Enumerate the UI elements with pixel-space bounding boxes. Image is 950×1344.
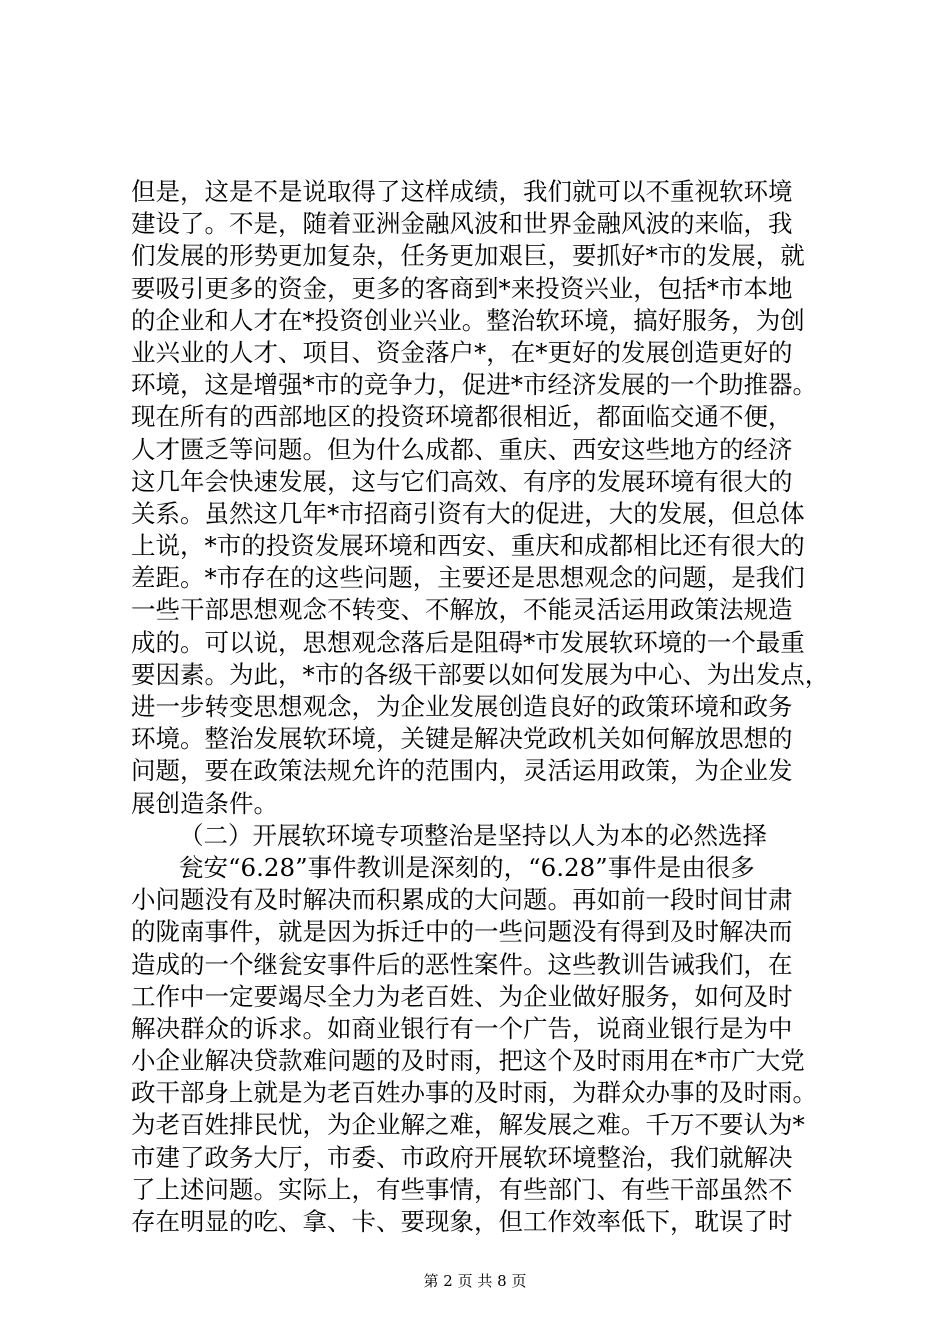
text-line: 政干部身上就是为老百姓办事的及时雨，为群众办事的及时雨。 (131, 1078, 817, 1108)
text-line: 现在所有的西部地区的投资环境都很相近，都面临交通不便， (131, 402, 793, 432)
page-number-label: 第 2 页 共 8 页 (423, 1272, 527, 1290)
text-line: 们发展的形势更加复杂，任务更加艰巨，要抓好*市的发展，就 (131, 241, 805, 271)
text-line: 人才匮乏等问题。但为什么成都、重庆、西安这些地方的经济 (131, 434, 793, 464)
text-line: 造成的一个继瓮安事件后的恶性案件。这些教训告诫我们，在 (131, 949, 793, 979)
text-line: 进一步转变思想观念，为企业发展创造良好的政策环境和政务 (131, 692, 793, 721)
text-line: 环境。整治发展软环境，关键是解决党政机关如何解放思想的 (131, 724, 793, 754)
text-line: 环境，这是增强*市的竞争力，促进*市经济发展的一个助推器。 (131, 370, 817, 400)
text-line: 解决群众的诉求。如商业银行有一个广告，说商业银行是为中 (131, 1013, 793, 1043)
text-line: 了上述问题。实际上，有些事情，有些部门、有些干部虽然不 (131, 1174, 793, 1204)
text-line: 小企业解决贷款难问题的及时雨，把这个及时雨用在*市广大党 (131, 1046, 805, 1076)
text-line: 的陇南事件，就是因为拆迁中的一些问题没有得到及时解决而 (131, 917, 793, 947)
document-body (131, 176, 831, 1238)
text-line: 这几年会快速发展，这与它们高效、有序的发展环境有很大的 (131, 466, 793, 496)
text-line: 存在明显的吃、拿、卡、要现象，但工作效率低下，耽误了时 (131, 1207, 793, 1236)
text-line: 问题，要在政策法规允许的范围内，灵活运用政策，为企业发 (131, 756, 793, 786)
text-line: 关系。虽然这几年*市招商引资有大的促进，大的发展，但总体 (131, 498, 805, 528)
text-line: 但是，这是不是说取得了这样成绩，我们就可以不重视软环境 (131, 177, 793, 206)
text-line: 成的。可以说，思想观念落后是阻碍*市发展软环境的一个最重 (131, 627, 805, 657)
paragraph-1 (131, 176, 831, 820)
section-heading: （二）开展软环境专项整治是坚持以人为本的必然选择 (179, 820, 767, 850)
text-line: 工作中一定要竭尽全力为老百姓、为企业做好服务，如何及时 (131, 981, 793, 1011)
text-line: 市建了政务大厅，市委、市政府开展软环境整治，我们就解决 (131, 1142, 793, 1172)
text-line: 小问题没有及时解决而积累成的大问题。再如前一段时间甘肃 (131, 885, 793, 915)
paragraph-2 (131, 852, 831, 1238)
text-line: 要因素。为此，*市的各级干部要以如何发展为中心、为出发点， (131, 659, 830, 689)
page-footer (0, 1270, 950, 1291)
text-line: 瓮安“6.28”事件教训是深刻的，“6.28”事件是由很多 (179, 852, 755, 882)
text-line: 为老百姓排民忧，为企业解之难，解发展之难。千万不要认为* (131, 1110, 805, 1140)
text-line: 差距。*市存在的这些问题，主要还是思想观念的问题，是我们 (131, 563, 805, 593)
text-line: 上说，*市的投资发展环境和西安、重庆和成都相比还有很大的 (131, 531, 805, 561)
text-line: 业兴业的人才、项目、资金落户*，在*更好的发展创造更好的 (131, 337, 793, 367)
text-line: 的企业和人才在*投资创业兴业。整治软环境，搞好服务，为创 (131, 305, 805, 335)
text-line: 一些干部思想观念不转变、不解放，不能灵活运用政策法规造 (131, 595, 793, 625)
text-line: 展创造条件。 (131, 788, 278, 818)
text-line: 建设了。不是，随着亚洲金融风波和世界金融风波的来临，我 (131, 209, 793, 239)
text-line: 要吸引更多的资金，更多的客商到*来投资兴业，包括*市本地 (131, 273, 793, 303)
